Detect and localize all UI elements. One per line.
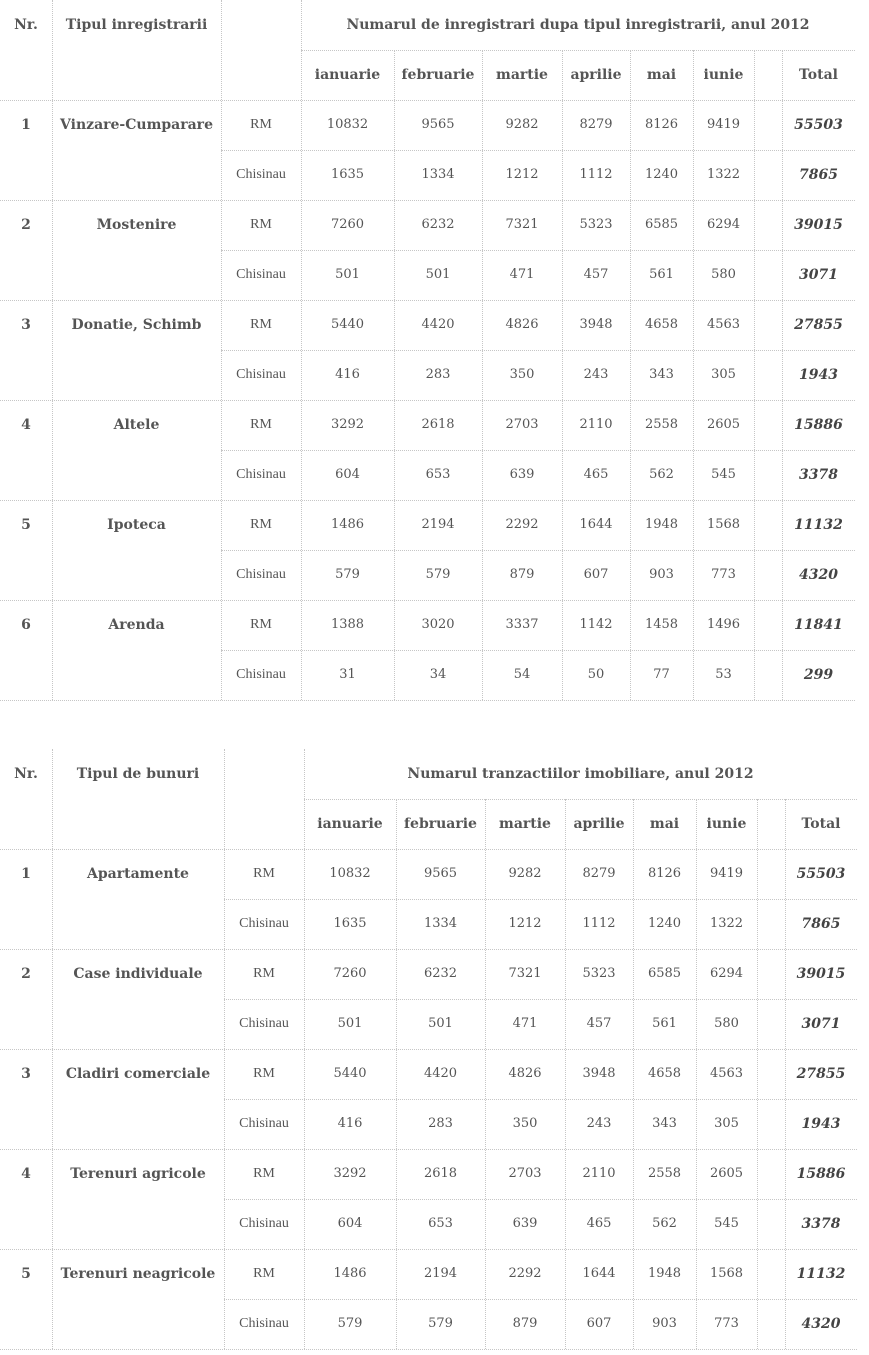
column-divider xyxy=(396,799,397,1349)
value-cell: 6294 xyxy=(706,217,741,232)
month-header-iunie: iunie xyxy=(706,816,747,832)
region-label-rm: RM xyxy=(253,866,275,881)
value-cell: 305 xyxy=(714,1116,739,1131)
row-divider xyxy=(0,1149,857,1150)
value-cell: 2194 xyxy=(421,517,455,532)
row-divider xyxy=(224,1299,857,1300)
value-cell: 7260 xyxy=(333,966,367,981)
column-divider xyxy=(52,0,53,700)
month-header-ianuarie: ianuarie xyxy=(317,816,383,832)
value-cell: 465 xyxy=(583,467,609,482)
row-number: 5 xyxy=(21,517,31,533)
value-cell: 5440 xyxy=(330,317,365,332)
value-cell: 243 xyxy=(583,367,609,382)
row-divider xyxy=(0,600,855,601)
region-label-rm: RM xyxy=(250,417,272,432)
registration-type: Arenda xyxy=(108,617,165,633)
column-divider xyxy=(757,799,758,1349)
value-cell: 416 xyxy=(337,1116,363,1131)
value-cell: 3292 xyxy=(333,1166,367,1181)
region-label-rm: RM xyxy=(253,1166,275,1181)
value-cell: 4658 xyxy=(647,1066,682,1081)
registration-type: Case individuale xyxy=(73,966,203,982)
region-label-chisinau: Chisinau xyxy=(236,167,286,182)
value-cell: 1486 xyxy=(330,517,365,532)
region-label-rm: RM xyxy=(250,217,272,232)
value-cell: 562 xyxy=(652,1216,677,1231)
total-cell: 299 xyxy=(803,667,834,683)
value-cell: 1240 xyxy=(647,916,682,931)
row-divider xyxy=(0,949,857,950)
value-cell: 10832 xyxy=(326,117,369,132)
total-cell: 55503 xyxy=(794,117,843,133)
value-cell: 3948 xyxy=(579,317,613,332)
value-cell: 3020 xyxy=(421,617,455,632)
month-header-iunie: iunie xyxy=(703,67,744,83)
value-cell: 350 xyxy=(512,1116,538,1131)
value-cell: 501 xyxy=(335,267,360,282)
table-title: Numarul de inregistrari dupa tipul inregistrarii, anul 2012 xyxy=(346,17,810,33)
row-divider xyxy=(221,650,855,651)
row-divider xyxy=(0,1249,857,1250)
value-cell: 879 xyxy=(509,567,535,582)
region-label-chisinau: Chisinau xyxy=(239,1216,289,1231)
value-cell: 3948 xyxy=(582,1066,616,1081)
region-label-rm: RM xyxy=(250,517,272,532)
region-label-rm: RM xyxy=(250,617,272,632)
row-divider xyxy=(301,50,855,51)
row-number: 1 xyxy=(21,866,31,882)
row-divider xyxy=(0,200,855,201)
value-cell: 7321 xyxy=(508,966,542,981)
total-cell: 11132 xyxy=(794,517,843,533)
value-cell: 561 xyxy=(649,267,674,282)
value-cell: 1212 xyxy=(508,916,542,931)
value-cell: 1644 xyxy=(579,517,613,532)
row-number: 1 xyxy=(21,117,31,133)
total-cell: 4320 xyxy=(801,1316,841,1332)
value-cell: 6232 xyxy=(421,217,455,232)
row-number: 4 xyxy=(21,1166,31,1182)
value-cell: 6294 xyxy=(709,966,744,981)
row-divider xyxy=(0,849,857,850)
value-cell: 773 xyxy=(714,1316,739,1331)
table-title: Numarul tranzactiilor imobiliare, anul 2012 xyxy=(407,766,754,782)
value-cell: 501 xyxy=(425,267,451,282)
value-cell: 416 xyxy=(335,367,360,382)
row-divider xyxy=(0,1349,857,1350)
total-cell: 15886 xyxy=(794,417,843,433)
total-cell: 39015 xyxy=(796,966,846,982)
value-cell: 457 xyxy=(586,1016,612,1031)
row-divider xyxy=(221,350,855,351)
value-cell: 50 xyxy=(587,667,605,682)
value-cell: 580 xyxy=(711,267,736,282)
value-cell: 4420 xyxy=(421,317,455,332)
value-cell: 457 xyxy=(583,267,609,282)
region-label-chisinau: Chisinau xyxy=(239,1116,289,1131)
value-cell: 607 xyxy=(586,1316,612,1331)
value-cell: 9419 xyxy=(709,866,744,881)
value-cell: 2618 xyxy=(423,1166,458,1181)
total-cell: 39015 xyxy=(794,217,843,233)
registration-type: Altele xyxy=(113,417,160,433)
registration-type: Terenuri neagricole xyxy=(60,1266,216,1282)
value-cell: 2194 xyxy=(423,1266,458,1281)
value-cell: 8126 xyxy=(644,117,679,132)
value-cell: 53 xyxy=(715,667,732,682)
total-cell: 27855 xyxy=(794,317,843,333)
column-divider xyxy=(633,799,634,1349)
row-divider xyxy=(304,799,857,800)
region-label-rm: RM xyxy=(250,317,272,332)
value-cell: 9282 xyxy=(505,117,539,132)
value-cell: 1635 xyxy=(333,916,367,931)
value-cell: 34 xyxy=(429,667,447,682)
region-label-chisinau: Chisinau xyxy=(236,567,286,582)
value-cell: 2605 xyxy=(706,417,741,432)
value-cell: 6232 xyxy=(423,966,458,981)
total-cell: 7865 xyxy=(801,916,841,932)
month-header-aprilie: aprilie xyxy=(570,67,622,83)
registration-type: Apartamente xyxy=(87,866,189,882)
value-cell: 879 xyxy=(512,1316,538,1331)
value-cell: 1644 xyxy=(582,1266,616,1281)
value-cell: 1486 xyxy=(333,1266,367,1281)
value-cell: 1212 xyxy=(505,167,539,182)
total-cell: 27855 xyxy=(796,1066,846,1082)
row-divider xyxy=(0,100,855,101)
total-cell: 11132 xyxy=(796,1266,846,1282)
region-label-rm: RM xyxy=(253,1066,275,1081)
value-cell: 4826 xyxy=(505,317,539,332)
value-cell: 7260 xyxy=(330,217,365,232)
value-cell: 9565 xyxy=(421,117,455,132)
value-cell: 1635 xyxy=(330,167,365,182)
value-cell: 579 xyxy=(425,567,451,582)
total-cell: 1943 xyxy=(801,1116,841,1132)
value-cell: 579 xyxy=(337,1316,363,1331)
value-cell: 1948 xyxy=(644,517,679,532)
row-divider xyxy=(0,300,855,301)
region-label-chisinau: Chisinau xyxy=(236,267,286,282)
column-divider xyxy=(754,50,755,700)
value-cell: 3292 xyxy=(330,417,365,432)
column-divider xyxy=(565,799,566,1349)
value-cell: 343 xyxy=(652,1116,677,1131)
total-cell: 4320 xyxy=(799,567,838,583)
value-cell: 243 xyxy=(586,1116,612,1131)
value-cell: 501 xyxy=(337,1016,363,1031)
row-divider xyxy=(224,1199,857,1200)
total-cell: 3378 xyxy=(801,1216,841,1232)
row-divider xyxy=(224,1099,857,1100)
type-header: Tipul de bunuri xyxy=(76,766,200,782)
total-cell: 1943 xyxy=(799,367,838,383)
value-cell: 10832 xyxy=(329,866,371,881)
value-cell: 1142 xyxy=(579,617,613,632)
region-label-chisinau: Chisinau xyxy=(236,667,286,682)
total-cell: 3378 xyxy=(799,467,838,483)
value-cell: 5440 xyxy=(333,1066,367,1081)
value-cell: 1496 xyxy=(706,617,741,632)
row-number: 4 xyxy=(21,417,31,433)
value-cell: 1568 xyxy=(709,1266,744,1281)
value-cell: 604 xyxy=(337,1216,363,1231)
total-cell: 55503 xyxy=(796,866,846,882)
column-divider xyxy=(482,50,483,700)
value-cell: 501 xyxy=(428,1016,453,1031)
row-number: 2 xyxy=(21,217,31,233)
value-cell: 773 xyxy=(711,567,736,582)
value-cell: 8126 xyxy=(647,866,682,881)
value-cell: 4658 xyxy=(644,317,679,332)
value-cell: 5323 xyxy=(579,217,613,232)
value-cell: 1334 xyxy=(421,167,455,182)
value-cell: 604 xyxy=(335,467,360,482)
value-cell: 1322 xyxy=(709,916,744,931)
value-cell: 903 xyxy=(649,567,674,582)
value-cell: 283 xyxy=(428,1116,453,1131)
month-header-februarie: februarie xyxy=(404,816,477,832)
value-cell: 579 xyxy=(428,1316,453,1331)
total-cell: 11841 xyxy=(794,617,843,633)
value-cell: 9419 xyxy=(706,117,741,132)
value-cell: 580 xyxy=(714,1016,739,1031)
row-divider xyxy=(0,1049,857,1050)
value-cell: 2703 xyxy=(505,417,539,432)
value-cell: 2558 xyxy=(644,417,679,432)
nr-header: Nr. xyxy=(14,766,38,782)
value-cell: 9565 xyxy=(423,866,458,881)
value-cell: 903 xyxy=(652,1316,677,1331)
value-cell: 1568 xyxy=(706,517,741,532)
row-divider xyxy=(0,500,855,501)
row-number: 2 xyxy=(21,966,31,982)
value-cell: 4563 xyxy=(709,1066,744,1081)
value-cell: 471 xyxy=(512,1016,538,1031)
value-cell: 1388 xyxy=(330,617,365,632)
value-cell: 77 xyxy=(653,667,670,682)
value-cell: 343 xyxy=(649,367,674,382)
column-divider xyxy=(394,50,395,700)
value-cell: 1112 xyxy=(582,916,616,931)
row-divider xyxy=(224,899,857,900)
value-cell: 545 xyxy=(711,467,736,482)
column-divider xyxy=(693,50,694,700)
row-number: 6 xyxy=(21,617,31,633)
total-header: Total xyxy=(801,816,841,832)
column-divider xyxy=(782,50,783,700)
value-cell: 1112 xyxy=(579,167,613,182)
column-divider xyxy=(562,50,563,700)
row-divider xyxy=(0,700,855,701)
total-cell: 3071 xyxy=(799,267,838,283)
value-cell: 2605 xyxy=(709,1166,744,1181)
nr-header: Nr. xyxy=(14,17,38,33)
value-cell: 639 xyxy=(509,467,535,482)
value-cell: 465 xyxy=(586,1216,612,1231)
registration-type: Donatie, Schimb xyxy=(71,317,202,333)
row-number: 3 xyxy=(21,1066,31,1082)
type-header: Tipul inregistrarii xyxy=(65,17,208,33)
column-divider xyxy=(630,50,631,700)
column-divider xyxy=(696,799,697,1349)
region-label-rm: RM xyxy=(253,966,275,981)
value-cell: 562 xyxy=(649,467,674,482)
registration-type: Ipoteca xyxy=(107,517,166,533)
row-number: 5 xyxy=(21,1266,31,1282)
total-cell: 7865 xyxy=(799,167,838,183)
region-label-rm: RM xyxy=(253,1266,275,1281)
value-cell: 1322 xyxy=(706,167,741,182)
region-label-chisinau: Chisinau xyxy=(236,467,286,482)
value-cell: 2292 xyxy=(508,1266,542,1281)
month-header-mai: mai xyxy=(646,67,677,83)
value-cell: 1240 xyxy=(644,167,679,182)
value-cell: 2558 xyxy=(647,1166,682,1181)
value-cell: 579 xyxy=(335,567,360,582)
value-cell: 2110 xyxy=(579,417,613,432)
total-cell: 3071 xyxy=(801,1016,841,1032)
value-cell: 3337 xyxy=(505,617,539,632)
total-cell: 15886 xyxy=(796,1166,846,1182)
region-label-chisinau: Chisinau xyxy=(236,367,286,382)
row-divider xyxy=(224,999,857,1000)
statistics-table-2 xyxy=(0,749,869,1349)
value-cell: 653 xyxy=(428,1216,453,1231)
value-cell: 2292 xyxy=(505,517,539,532)
month-header-mai: mai xyxy=(649,816,680,832)
value-cell: 4420 xyxy=(423,1066,458,1081)
value-cell: 1334 xyxy=(423,916,458,931)
region-label-chisinau: Chisinau xyxy=(239,916,289,931)
value-cell: 9282 xyxy=(508,866,542,881)
value-cell: 4563 xyxy=(706,317,741,332)
value-cell: 471 xyxy=(509,267,535,282)
registration-type: Vinzare-Cumparare xyxy=(60,117,213,133)
month-header-ianuarie: ianuarie xyxy=(314,67,381,83)
row-divider xyxy=(221,450,855,451)
row-divider xyxy=(221,250,855,251)
value-cell: 545 xyxy=(714,1216,739,1231)
value-cell: 2618 xyxy=(421,417,455,432)
value-cell: 8279 xyxy=(582,866,616,881)
value-cell: 54 xyxy=(513,667,531,682)
total-header: Total xyxy=(798,67,838,83)
value-cell: 1458 xyxy=(644,617,679,632)
value-cell: 350 xyxy=(509,367,535,382)
value-cell: 2703 xyxy=(508,1166,542,1181)
region-label-chisinau: Chisinau xyxy=(239,1316,289,1331)
value-cell: 283 xyxy=(425,367,451,382)
value-cell: 305 xyxy=(711,367,736,382)
value-cell: 653 xyxy=(425,467,451,482)
region-label-chisinau: Chisinau xyxy=(239,1016,289,1031)
month-header-martie: martie xyxy=(499,816,551,832)
value-cell: 8279 xyxy=(579,117,613,132)
row-divider xyxy=(221,150,855,151)
row-number: 3 xyxy=(21,317,31,333)
row-divider xyxy=(0,400,855,401)
value-cell: 607 xyxy=(583,567,609,582)
registration-type: Terenuri agricole xyxy=(70,1166,206,1182)
value-cell: 7321 xyxy=(505,217,539,232)
registration-type: Mostenire xyxy=(96,217,177,233)
value-cell: 6585 xyxy=(647,966,682,981)
month-header-martie: martie xyxy=(496,67,548,83)
value-cell: 5323 xyxy=(582,966,616,981)
value-cell: 4826 xyxy=(508,1066,542,1081)
month-header-februarie: februarie xyxy=(401,67,475,83)
region-label-rm: RM xyxy=(250,117,272,132)
column-divider xyxy=(785,799,786,1349)
column-divider xyxy=(485,799,486,1349)
value-cell: 1948 xyxy=(647,1266,682,1281)
registration-type: Cladiri comerciale xyxy=(65,1066,211,1082)
value-cell: 639 xyxy=(512,1216,538,1231)
value-cell: 6585 xyxy=(644,217,679,232)
value-cell: 561 xyxy=(652,1016,677,1031)
value-cell: 2110 xyxy=(582,1166,616,1181)
value-cell: 31 xyxy=(339,667,356,682)
month-header-aprilie: aprilie xyxy=(573,816,625,832)
row-divider xyxy=(221,550,855,551)
